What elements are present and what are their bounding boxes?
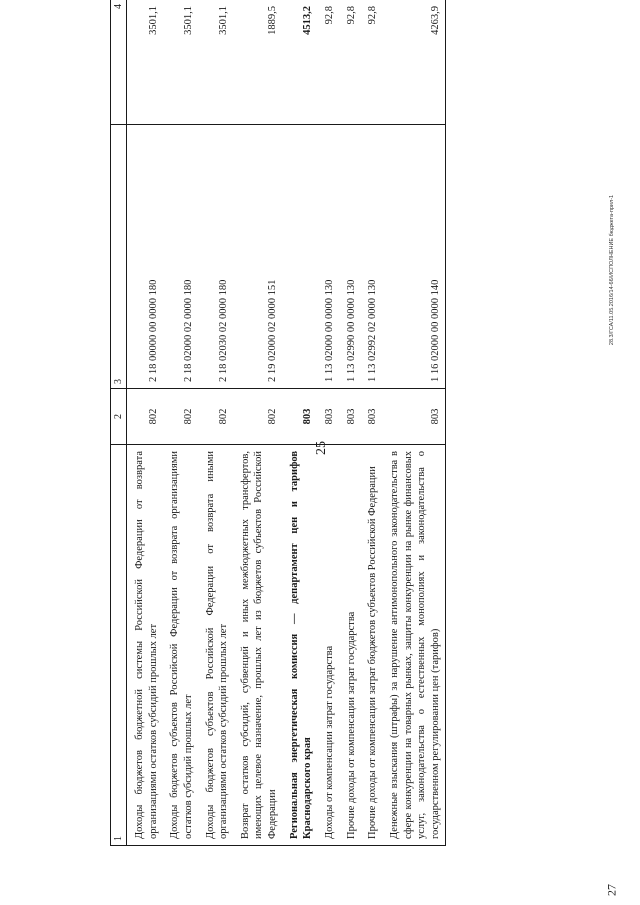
row-amount: 92,8 [360,0,382,125]
table-row [360,0,382,846]
footer-number: 27 [604,884,619,896]
table-row [382,0,445,846]
row-budget-code: 2 18 02030 02 0000 180 [198,125,233,389]
page-number: 25 [314,441,329,455]
row-budget-code: 2 18 02000 02 0000 180 [162,125,197,389]
row-admin-code: 802 [127,389,163,445]
row-admin-code: 803 [382,389,445,445]
row-budget-code: 2 18 00000 00 0000 180 [127,125,163,389]
row-admin-code: 802 [162,389,197,445]
revenue-table-rotated [110,4,591,846]
document-code: 28.3/ГСА/11.05.2016/14-66/ИСПОЛНЕНИЕ бюджета-прил-1 [609,194,615,346]
row-budget-code: 1 13 02992 02 0000 130 [360,125,382,389]
row-budget-code [282,125,317,389]
revenue-table-wrapper [110,4,591,846]
row-admin-code: 803 [317,389,339,445]
row-name: Возврат остатков субсидий, субвенций и иных межбюджетных трансфертов, имеющих целевое назначение, прошлых лет из бюджетов субъектов Российской Федерации [233,445,282,846]
row-budget-code: 1 13 02990 00 0000 130 [339,125,361,389]
row-amount: 92,8 [317,0,339,125]
column-header-2: 2 [111,389,127,445]
row-name: Денежные взыскания (штрафы) за нарушение антимонопольного законодательства в сфере конкуренции на товарных рынках, защиты конкуренции на рынке финансовых услуг, законодательства о естественных монополиях и законодательства о государственном регулировании цен (тарифов) [382,445,445,846]
row-budget-code: 2 19 02000 02 0000 151 [233,125,282,389]
row-amount: 4263,9 [382,0,445,125]
row-name: Региональная энергетическая комиссия — департамент цен и тарифов Краснодарского края [282,445,317,846]
row-admin-code: 803 [360,389,382,445]
row-amount: 92,8 [339,0,361,125]
table-row [317,0,339,846]
row-admin-code: 803 [339,389,361,445]
row-budget-code: 1 13 02000 00 0000 130 [317,125,339,389]
row-name: Прочие доходы от компенсации затрат бюджетов субъектов Российской Федерации [360,445,382,846]
row-amount: 1889,5 [233,0,282,125]
table-row [162,0,197,846]
row-name: Доходы бюджетов субъектов Российской Федерации от возврата иными организациями остатков субсидий прошлых лет [198,445,233,846]
table-header-row [111,0,127,846]
row-admin-code: 803 [282,389,317,445]
column-header-4: 4 [111,0,127,125]
row-name: Прочие доходы от компенсации затрат государства [339,445,361,846]
row-name: Доходы бюджетов субъектов Российской Федерации от возврата организациями остатков субсидий прошлых лет [162,445,197,846]
row-admin-code: 802 [233,389,282,445]
table-row [233,0,282,846]
table-row [282,0,317,846]
table-row [198,0,233,846]
row-name: Доходы бюджетов бюджетной системы Российской Федерации от возврата организациями остатков субсидий прошлых лет [127,445,163,846]
row-amount: 3501,1 [162,0,197,125]
row-amount: 4513,2 [282,0,317,125]
row-budget-code: 1 16 02000 00 0000 140 [382,125,445,389]
column-header-3: 3 [111,125,127,389]
row-amount: 3501,1 [198,0,233,125]
column-header-1: 1 [111,445,127,846]
row-name: Доходы от компенсации затрат государства [317,445,339,846]
table-row [339,0,361,846]
row-amount: 3501,1 [127,0,163,125]
revenue-table [110,0,446,846]
table-row [127,0,163,846]
row-admin-code: 802 [198,389,233,445]
